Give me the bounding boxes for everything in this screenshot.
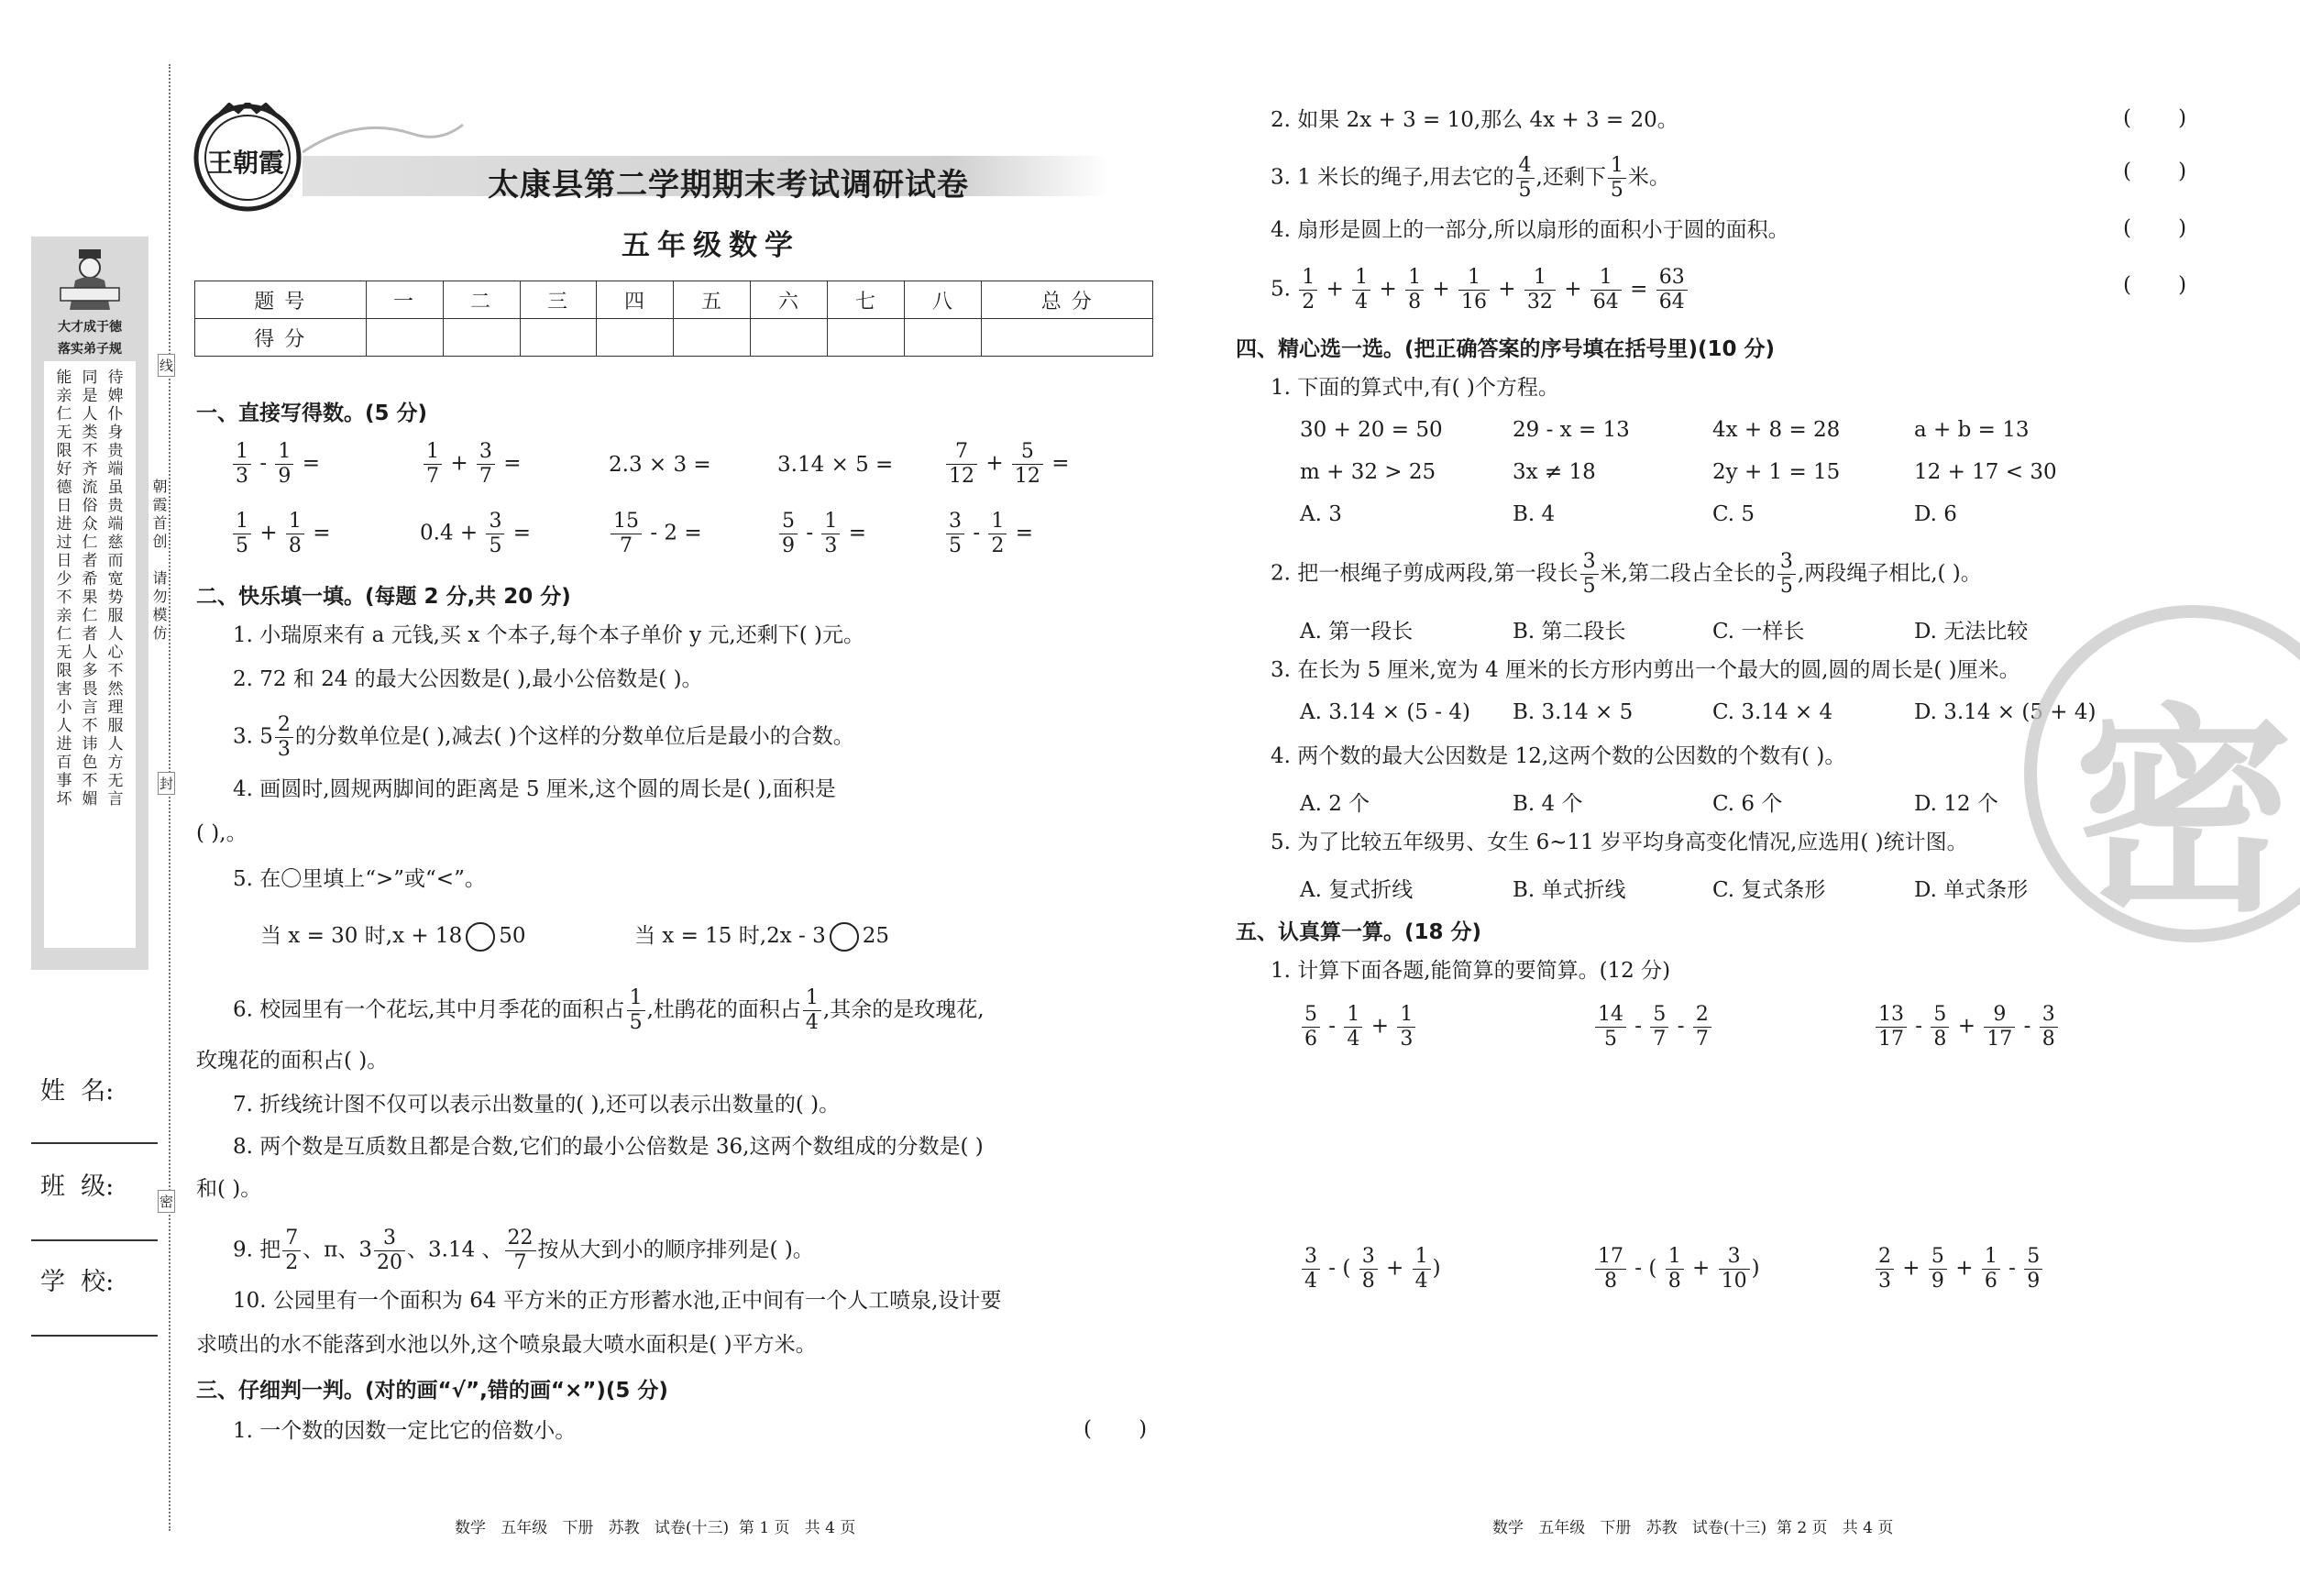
num: 1: [1405, 266, 1424, 291]
score-header-cell: 八: [905, 281, 982, 319]
s3-q2-answer[interactable]: ( ): [2123, 106, 2187, 130]
eq: =: [1015, 521, 1033, 545]
seal-seal-char: 封: [158, 772, 175, 795]
text: 9. 把: [233, 1238, 281, 1262]
seal-line-char: 线: [158, 354, 175, 377]
num: 1: [233, 440, 251, 465]
den: 5: [629, 1011, 643, 1034]
post: - 2 =: [650, 521, 702, 545]
den: 8: [2041, 1028, 2055, 1051]
num: 7: [282, 1227, 301, 1251]
score-cell[interactable]: [982, 319, 1153, 357]
text: 3. 5: [233, 724, 273, 749]
den: 12: [1014, 465, 1040, 488]
s2-q4b: ( ),。: [196, 821, 248, 845]
s4-q5-option[interactable]: B. 单式折线: [1513, 878, 1626, 902]
num: 5: [1650, 1003, 1668, 1028]
s2-q9: [233, 1227, 814, 1275]
op: -: [259, 451, 268, 476]
s4-q1-option[interactable]: B. 4: [1513, 502, 1556, 526]
s5-expr-2: $\frac{14}{5}$ - $\frac{5}{7}$ - $\frac{2}{7}$: [1593, 1003, 1713, 1051]
eq: =: [503, 451, 522, 476]
section2-heading: 二、快乐填一填。(每题 2 分,共 20 分): [196, 585, 571, 609]
secret-stamp-watermark: [2024, 605, 2300, 942]
num: 3: [374, 1227, 405, 1251]
num: 1: [1299, 266, 1317, 291]
s1-expr: [944, 510, 1033, 558]
score-cell[interactable]: [674, 319, 751, 357]
s4-q5-option[interactable]: C. 复式条形: [1712, 878, 1826, 902]
den: 12: [949, 465, 974, 488]
score-header-cell: 总 分: [982, 281, 1153, 319]
den: 8: [288, 534, 302, 557]
den: 4: [805, 1011, 819, 1034]
motto-col-3: 待婢仆身贵端虽贵端慈而宽势服人心不然理服人方无言: [107, 369, 124, 809]
s5-expr-4: $\frac{3}{4}$ - ( $\frac{3}{8}$ + $\frac{1}{4}$ ): [1300, 1245, 1441, 1293]
s4-q1-option[interactable]: A. 3: [1300, 502, 1342, 526]
den: 7: [1653, 1028, 1667, 1051]
s4-q4: 4. 两个数的最大公因数是 12,这两个数的公因数的个数有( )。: [1271, 744, 1846, 768]
den: 20: [377, 1251, 403, 1274]
den: 4: [1355, 291, 1369, 314]
s4-q2-option[interactable]: A. 第一段长: [1300, 620, 1414, 644]
num: 3: [1777, 550, 1796, 575]
s1-expr: [420, 510, 531, 558]
s4-q1-option[interactable]: C. 5: [1712, 502, 1755, 526]
s4-q2-option[interactable]: C. 一样长: [1712, 620, 1805, 644]
num: 3: [2040, 1003, 2058, 1028]
exam-title: 太康县第二学期期末考试调研试卷: [488, 167, 969, 204]
num: 5: [1012, 440, 1043, 465]
text: 、π、3: [303, 1238, 373, 1262]
num: 1: [1413, 1245, 1431, 1270]
binding-dotted-line: [169, 64, 171, 1531]
text: 按从大到小的顺序排列是( )。: [537, 1238, 814, 1262]
den: 2: [1302, 291, 1315, 314]
den: 5: [236, 534, 248, 557]
num: 1: [1344, 1003, 1362, 1028]
num: 5: [2024, 1245, 2042, 1270]
den: 8: [1408, 291, 1422, 314]
num: 15: [611, 510, 642, 534]
den: 17: [1986, 1028, 2013, 1051]
s1-expr: [777, 510, 866, 558]
num: 2: [275, 713, 293, 738]
s1-expr: [231, 510, 331, 558]
den: 16: [1460, 291, 1487, 314]
s1-expr: [422, 440, 522, 489]
text: 当 x = 15 时,2x - 3: [634, 924, 826, 948]
s4-q2-option[interactable]: B. 第二段长: [1513, 620, 1626, 644]
motto-col-1: 能亲仁无限好德日进过日少不亲仁无限害小人进百事坏: [56, 369, 72, 809]
s4-q1-expr: 12 + 17 < 30: [1914, 460, 2057, 484]
num: 3: [477, 440, 495, 465]
num: 2: [1876, 1245, 1894, 1270]
name-label: 姓 名:: [40, 1077, 115, 1106]
num: 1: [424, 440, 442, 465]
den: 9: [1931, 1270, 1944, 1293]
score-header-cell: 题 号: [195, 281, 367, 319]
score-row-label: 得 分: [195, 319, 367, 357]
s2-q8b: 和( )。: [196, 1177, 262, 1201]
s1-expr: 2.3 × 3 =: [609, 453, 711, 477]
num: 1: [233, 510, 251, 534]
s3-q1: 1. 一个数的因数一定比它的倍数小。: [233, 1419, 577, 1443]
text: ,杜鹃花的面积占: [646, 997, 801, 1022]
num: 1: [821, 510, 840, 534]
num: 1: [988, 510, 1007, 534]
den: 8: [1933, 1028, 1947, 1051]
s3-q1-answer[interactable]: ( ): [1084, 1417, 1148, 1441]
text: ,两段绳子相比,( )。: [1797, 561, 1982, 586]
num: 5: [1929, 1245, 1947, 1270]
s4-q1-option[interactable]: D. 6: [1914, 502, 1957, 526]
text: 25: [862, 924, 889, 948]
s5-expr-5: $\frac{17}{8}$ - ( $\frac{1}{8}$ + $\frac{3}{10}$ ): [1593, 1245, 1760, 1293]
score-table-score-row: [195, 319, 1153, 357]
num: 1: [1608, 154, 1626, 179]
s4-q3-option[interactable]: B. 3.14 × 5: [1513, 700, 1634, 724]
section4-heading: 四、精心选一选。(把正确答案的序号填在括号里)(10 分): [1236, 337, 1776, 361]
s4-q1-expr: 29 - x = 13: [1513, 418, 1630, 442]
den: 5: [1604, 1028, 1617, 1051]
den: 6: [1984, 1270, 1997, 1293]
den: 3: [824, 534, 838, 557]
score-cell[interactable]: [828, 319, 905, 357]
num: 9: [1984, 1003, 2015, 1028]
text: 米,第二段占全长的: [1600, 561, 1776, 586]
eq: =: [848, 521, 866, 545]
den: 6: [1304, 1028, 1317, 1051]
s2-q6b: 玫瑰花的面积占( )。: [196, 1049, 389, 1073]
s2-q7: 7. 折线统计图不仅可以表示出数量的( ),还可以表示出数量的( )。: [233, 1093, 841, 1117]
score-header-cell: 二: [443, 281, 520, 319]
side-note-1: 朝霞首创: [150, 479, 168, 552]
num: 1: [1352, 266, 1370, 291]
section5-heading: 五、认真算一算。(18 分): [1236, 920, 1482, 944]
s1-expr: [609, 510, 702, 558]
den: 2: [285, 1251, 299, 1274]
num: 1: [627, 986, 645, 1011]
seal-secret-char: 密: [158, 1190, 175, 1213]
num: 1: [803, 986, 821, 1011]
side-note-2: 请勿模仿: [150, 570, 168, 644]
num: 3: [1359, 1245, 1378, 1270]
den: 5: [949, 534, 962, 557]
s4-q2: [1271, 550, 1982, 599]
num: 2: [1693, 1003, 1711, 1028]
s4-q5-option[interactable]: D. 单式条形: [1914, 878, 2029, 902]
s4-q1-expr: 30 + 20 = 50: [1300, 418, 1443, 442]
op: -: [806, 521, 814, 545]
text: 50: [499, 924, 526, 948]
s4-q3-option[interactable]: D. 3.14 × (5 + 4): [1914, 700, 2096, 724]
score-cell[interactable]: [443, 319, 520, 357]
school-label: 学 校:: [40, 1268, 115, 1296]
den: 7: [426, 465, 439, 488]
score-cell[interactable]: [520, 319, 597, 357]
s5-expr-6: $\frac{2}{3}$ + $\frac{5}{9}$ + $\frac{1}{6}$ - $\frac{5}{9}$: [1874, 1245, 2044, 1293]
s4-q1-expr: 3x ≠ 18: [1513, 460, 1596, 484]
den: 64: [1592, 291, 1619, 314]
s3-q5: 5. $\frac{1}{2}$ + $\frac{1}{4}$ + $\frac{1}{8}$ + $\frac{1}{16}$ + $\frac{1}{32}$ + $\frac{1}{64}$ = $\frac{63}{64}$: [1271, 266, 1689, 314]
score-cell[interactable]: [905, 319, 982, 357]
text: 米。: [1627, 165, 1670, 190]
num: 3: [486, 510, 504, 534]
text: 3. 1 米长的绳子,用去它的: [1271, 165, 1514, 190]
text: 5.: [1271, 277, 1291, 302]
eq: =: [1051, 451, 1070, 476]
num: 1: [275, 440, 293, 465]
s4-q1: 1. 下面的算式中,有( )个方程。: [1271, 376, 1559, 400]
class-field[interactable]: [31, 1239, 158, 1241]
text: ,其余的是玫瑰花,: [822, 997, 985, 1022]
den: 10: [1721, 1270, 1747, 1293]
s4-q1-expr: m + 32 > 25: [1300, 460, 1436, 484]
class-label: 班 级:: [40, 1172, 115, 1201]
score-header-cell: 三: [520, 281, 597, 319]
num: 1: [1590, 266, 1622, 291]
score-cell[interactable]: [751, 319, 828, 357]
pre: 0.4 +: [420, 521, 479, 545]
s2-q8a: 8. 两个数是互质数且都是合数,它们的最小公倍数是 36,这两个数组成的分数是( ): [233, 1135, 984, 1159]
text: 当 x = 30 时,x + 18: [260, 924, 463, 948]
s2-q10b: 求喷出的水不能落到水池以外,这个喷泉最大喷水面积是( )平方米。: [196, 1333, 817, 1357]
eq: =: [302, 451, 320, 476]
num: 22: [505, 1227, 536, 1251]
score-cell[interactable]: [366, 319, 443, 357]
num: 1: [286, 510, 304, 534]
footer-left: 数学 五年级 下册 苏教 试卷(十三) 第 1 页 共 4 页: [455, 1519, 856, 1537]
s2-q10a: 10. 公园里有一个面积为 64 平方米的正方形蓄水池,正中间有一个人工喷泉,设计要: [233, 1289, 1002, 1313]
s4-q1-expr: 2y + 1 = 15: [1712, 460, 1841, 484]
op: +: [450, 451, 468, 476]
den: 17: [1878, 1028, 1904, 1051]
num: 3: [1580, 550, 1599, 575]
num: 13: [1876, 1003, 1907, 1028]
num: 5: [1302, 1003, 1320, 1028]
eq: =: [512, 521, 532, 545]
score-header-cell: 四: [597, 281, 674, 319]
den: 4: [1414, 1270, 1428, 1293]
s4-q3: 3. 在长为 5 厘米,宽为 4 厘米的长方形内剪出一个最大的圆,圆的周长是( )厘米。: [1271, 658, 2020, 682]
section3-heading: 三、仔细判一判。(对的画“√”,错的画“×”)(5 分): [196, 1379, 668, 1403]
den: 5: [1779, 575, 1793, 598]
num: 7: [946, 440, 977, 465]
exam-subtitle: 五年级数学: [622, 229, 800, 262]
den: 7: [513, 1251, 527, 1274]
s1-expr: [231, 440, 320, 489]
num: 1: [1666, 1245, 1684, 1270]
s4-q5-option[interactable]: A. 复式折线: [1300, 878, 1414, 902]
score-header-cell: 一: [366, 281, 443, 319]
den: 3: [1400, 1028, 1414, 1051]
s2-q4a: 4. 画圆时,圆规两脚间的距离是 5 厘米,这个圆的周长是( ),面积是: [233, 777, 836, 801]
score-header-cell: 七: [828, 281, 905, 319]
den: 3: [1878, 1270, 1891, 1293]
s2-q6: [233, 986, 985, 1035]
text: 2. 把一根绳子剪成两段,第一段长: [1271, 561, 1579, 586]
den: 4: [1347, 1028, 1360, 1051]
s2-q2: 2. 72 和 24 的最大公因数是( ),最小公倍数是( )。: [233, 667, 703, 691]
s5-expr-3: $\frac{13}{17}$ - $\frac{5}{8}$ + $\frac{9}{17}$ - $\frac{3}{8}$: [1874, 1003, 2060, 1051]
school-field[interactable]: [31, 1335, 158, 1337]
den: 64: [1658, 291, 1685, 314]
num: 3: [1302, 1245, 1320, 1270]
den: 7: [1695, 1028, 1709, 1051]
den: 7: [620, 534, 633, 557]
op: -: [973, 521, 981, 545]
s3-q4: 4. 扇形是圆上的一部分,所以扇形的面积小于圆的面积。: [1271, 218, 1789, 242]
op: +: [985, 451, 1004, 476]
num: 17: [1595, 1245, 1626, 1270]
score-table: [194, 281, 1153, 357]
s1-expr: [944, 440, 1070, 489]
s3-q5-answer[interactable]: ( ): [2123, 273, 2187, 297]
den: 7: [479, 465, 492, 488]
den: 9: [278, 465, 292, 488]
num: 1: [1982, 1245, 2000, 1270]
score-cell[interactable]: [597, 319, 674, 357]
num: 63: [1656, 266, 1688, 291]
den: 3: [277, 738, 291, 761]
num: 1: [1397, 1003, 1415, 1028]
den: 4: [1304, 1270, 1317, 1293]
logo-text: 王朝霞: [207, 148, 285, 178]
den: 5: [1582, 575, 1596, 598]
num: 1: [1458, 266, 1490, 291]
num: 5: [779, 510, 798, 534]
den: 5: [1610, 179, 1623, 202]
eq: =: [313, 521, 331, 545]
text: 、3.14 、: [407, 1238, 503, 1262]
num: 14: [1595, 1003, 1626, 1028]
s4-q4-option[interactable]: D. 12 个: [1914, 792, 1998, 816]
op: +: [259, 521, 278, 545]
den: 2: [991, 534, 1005, 557]
text: ,还剩下: [1535, 165, 1606, 190]
num: 1: [1524, 266, 1556, 291]
s4-q5: 5. 为了比较五年级男、女生 6~11 岁平均身高变化情况,应选用( )统计图。: [1271, 831, 1968, 854]
den: 5: [1518, 179, 1532, 202]
motto-col-2: 同是人类不齐流俗众仁者希果仁者人多畏言不讳色不媚: [82, 369, 98, 809]
score-header-cell: 六: [751, 281, 828, 319]
s2-q5-a: [260, 922, 525, 952]
s5-expr-1: $\frac{5}{6}$ - $\frac{1}{4}$ + $\frac{1}{3}$: [1300, 1003, 1417, 1051]
footer-right: 数学 五年级 下册 苏教 试卷(十三) 第 2 页 共 4 页: [1492, 1519, 1894, 1537]
num: 5: [1931, 1003, 1949, 1028]
text: 6. 校园里有一个花坛,其中月季花的面积占: [233, 997, 625, 1022]
s5-q1: 1. 计算下面各题,能简算的要简算。(12 分): [1271, 959, 1671, 983]
name-field[interactable]: [31, 1142, 158, 1144]
den: 9: [2027, 1270, 2041, 1293]
s3-q4-answer[interactable]: ( ): [2123, 216, 2187, 240]
section1-heading: 一、直接写得数。(5 分): [196, 402, 428, 425]
s2-q3: [233, 713, 854, 762]
compare-circle[interactable]: [830, 922, 859, 952]
compare-circle[interactable]: [466, 922, 495, 952]
scholar-figure-icon: [44, 246, 136, 312]
s1-expr: 3.14 × 5 =: [777, 453, 894, 477]
s2-q5: 5. 在〇里填上“>”或“<”。: [233, 867, 486, 891]
s4-q4-option[interactable]: B. 4 个: [1513, 792, 1583, 816]
motto-top-2: 落实弟子规: [58, 342, 122, 357]
s2-q1: 1. 小瑞原来有 a 元钱,买 x 个本子,每个本子单价 y 元,还剩下( )元。: [233, 623, 864, 647]
den: 8: [1604, 1270, 1617, 1293]
ribbon-decoration: [303, 106, 468, 161]
den: 8: [1667, 1270, 1681, 1293]
den: 8: [1361, 1270, 1375, 1293]
num: 3: [946, 510, 964, 534]
s4-q4-option[interactable]: C. 6 个: [1712, 792, 1783, 816]
den: 9: [782, 534, 795, 557]
s3-q3-answer[interactable]: ( ): [2123, 160, 2187, 183]
s4-q1-expr: 4x + 8 = 28: [1712, 418, 1841, 442]
den: 32: [1526, 291, 1553, 314]
s4-q2-option[interactable]: D. 无法比较: [1914, 620, 2029, 644]
s4-q1-expr: a + b = 13: [1914, 418, 2030, 442]
s4-q3-option[interactable]: A. 3.14 × (5 - 4): [1300, 700, 1470, 724]
s4-q3-option[interactable]: C. 3.14 × 4: [1712, 700, 1833, 724]
score-table-header-row: [195, 281, 1153, 319]
score-header-cell: 五: [674, 281, 751, 319]
motto-top-1: 大才成于徳: [58, 320, 122, 335]
s3-q3: [1271, 154, 1670, 203]
num: 3: [1719, 1245, 1750, 1270]
s3-q2: 2. 如果 2x + 3 = 10,那么 4x + 3 = 20。: [1271, 108, 1678, 132]
secret-stamp-text: 密: [2074, 685, 2294, 941]
s2-q5-b: [634, 922, 889, 952]
num: 4: [1516, 154, 1535, 179]
text: 的分数单位是( ),减去( )个这样的分数单位后是最小的合数。: [294, 724, 854, 749]
den: 3: [236, 465, 248, 488]
den: 5: [489, 534, 502, 557]
s4-q4-option[interactable]: A. 2 个: [1300, 792, 1370, 816]
